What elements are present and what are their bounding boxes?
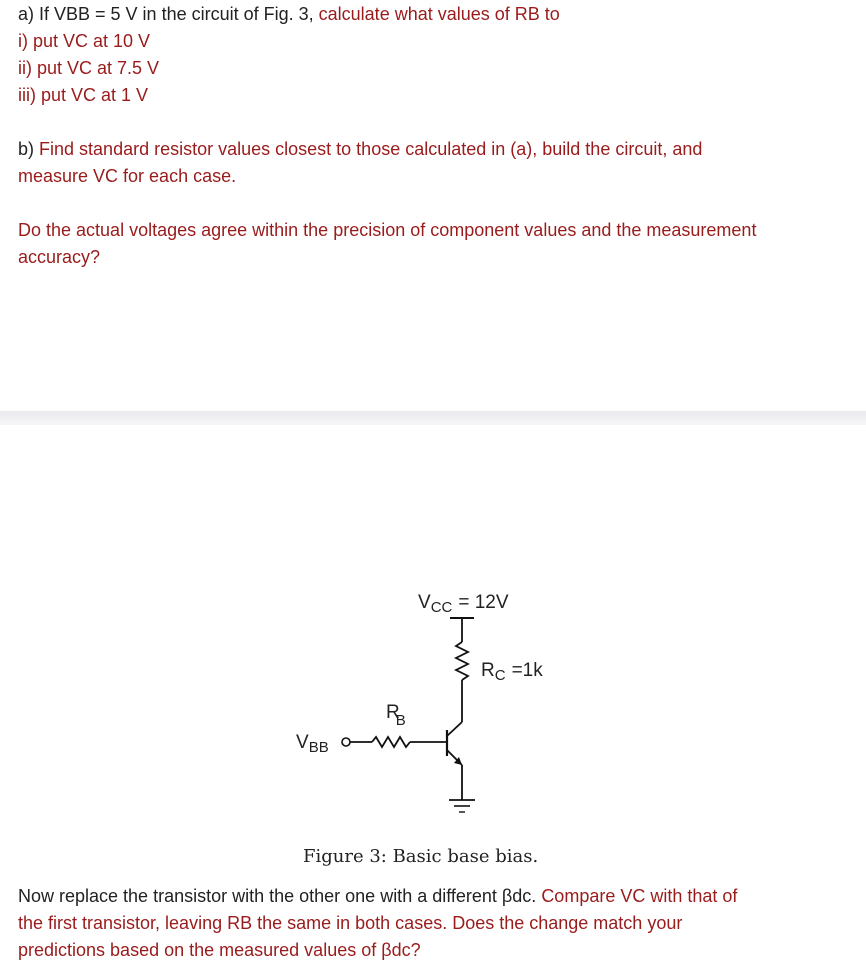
part-b-text-1: Find standard resistor values closest to those calculated in (a), build the circuit, and — [39, 139, 703, 159]
vbb-label: $V_{BB}$ — [296, 732, 329, 756]
rc-resistor — [456, 642, 468, 680]
part-c-prefix: Now replace the transistor with the other one with a different βdc. — [18, 886, 537, 906]
part-a-prefix: a) If VBB = 5 V in the circuit of Fig. 3, — [18, 4, 314, 24]
circuit-figure — [0, 425, 866, 875]
rb-label: RB — [386, 702, 406, 729]
agree-question-line-1: Do the actual voltages agree within the precision of component values and the measurement — [18, 220, 757, 240]
part-c-line-2: the first transistor, leaving RB the same in both cases. Does the change match your — [18, 913, 683, 933]
part-b-text-2: measure VC for each case. — [18, 166, 237, 186]
part-c-line-1 — [18, 883, 737, 910]
part-a-question: calculate what values of RB to — [318, 4, 560, 24]
part-a-line — [18, 1, 560, 28]
part-c-red-1: Compare VC with that of — [541, 886, 738, 906]
section-divider — [0, 411, 866, 425]
rc-label: $R_C =1k$ — [481, 660, 543, 684]
rb-resistor — [372, 737, 410, 747]
vbb-terminal — [342, 738, 350, 746]
part-a-item-3: iii) put VC at 1 V — [18, 85, 149, 105]
agree-question-line-2: accuracy? — [18, 247, 101, 267]
transistor-collector — [447, 722, 462, 736]
part-b-line-1 — [18, 136, 702, 163]
part-c-line-3: predictions based on the measured values of βdc? — [18, 940, 421, 960]
part-a-item-1: i) put VC at 10 V — [18, 31, 151, 51]
figure-caption: Figure 3: Basic base bias. — [303, 846, 539, 867]
vcc-label: $V_{CC} = 12V$ — [418, 592, 509, 616]
part-b-prefix: b) — [18, 139, 35, 159]
part-a-item-2: ii) put VC at 7.5 V — [18, 58, 160, 78]
